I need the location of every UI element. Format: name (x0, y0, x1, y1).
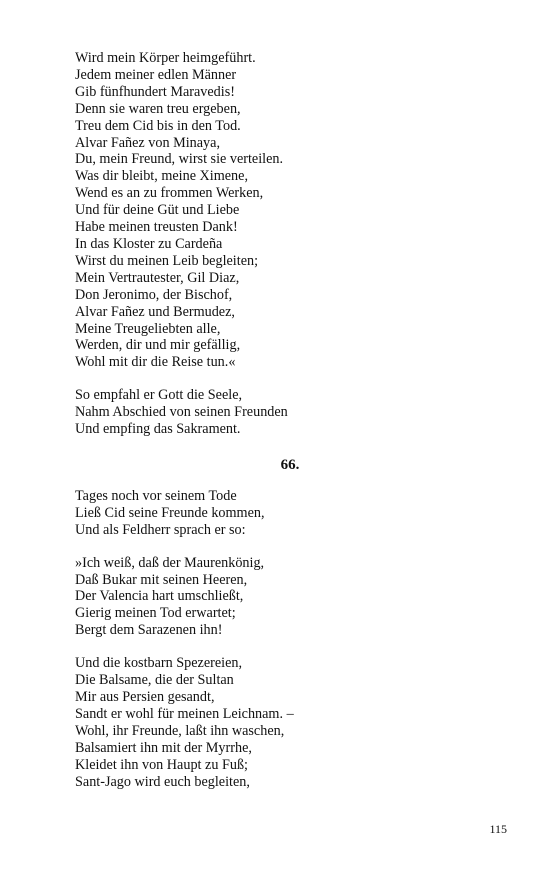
verse-line: Meine Treugeliebten alle, (75, 320, 221, 337)
verse-line: Denn sie waren treu ergeben, (75, 100, 241, 117)
page-number: 115 (489, 822, 507, 836)
stanza (75, 555, 505, 640)
verse-line: Was dir bleibt, meine Ximene, (75, 168, 248, 185)
verse-line: Du, mein Freund, wirst sie verteilen. (75, 151, 284, 168)
verse-line: Kleidet ihn von Haupt zu Fuß; (75, 756, 248, 773)
verse-line: Wohl mit dir die Reise tun.« (75, 354, 236, 371)
verse-line: Der Valencia hart umschließt, (75, 588, 244, 605)
section-heading: 66. (280, 456, 300, 473)
stanza (75, 387, 505, 438)
verse-line: Jedem meiner edlen Männer (75, 66, 237, 83)
verse-line: Gierig meinen Tod erwartet; (75, 605, 236, 622)
verse-line: Gib fünfhundert Maravedis! (75, 83, 235, 100)
verse-line: Habe meinen treusten Dank! (75, 219, 238, 236)
verse-line: Balsamiert ihn mit der Myrrhe, (75, 739, 252, 756)
verse-line: Treu dem Cid bis in den Tod. (75, 117, 241, 134)
verse-line: Sandt er wohl für meinen Leichnam. – (75, 705, 294, 722)
verse-line: Nahm Abschied von seinen Freunden (75, 404, 288, 421)
poem-text (75, 50, 505, 806)
verse-line: Sant-Jago wird euch begleiten, (75, 773, 250, 790)
verse-line: Bergt dem Sarazenen ihn! (75, 622, 223, 639)
stanza (75, 50, 505, 371)
verse-line: Und die kostbarn Spezereien, (75, 655, 243, 672)
verse-line: Wohl, ihr Freunde, laßt ihn waschen, (75, 722, 285, 739)
verse-line: Und empfing das Sakrament. (75, 421, 241, 438)
stanza (75, 488, 505, 539)
verse-line: Ließ Cid seine Freunde kommen, (75, 504, 265, 521)
verse-line: Wird mein Körper heimgeführt. (75, 50, 256, 66)
verse-line: Tages noch vor seinem Tode (75, 487, 237, 504)
verse-line: Die Balsame, die der Sultan (75, 672, 234, 689)
verse-line: So empfahl er Gott die Seele, (75, 387, 243, 404)
verse-line: Mein Vertrautester, Gil Diaz, (75, 269, 240, 286)
verse-line: In das Kloster zu Cardeña (75, 235, 223, 252)
verse-line: Mir aus Persien gesandt, (75, 689, 215, 705)
verse-line: Wirst du meinen Leib begleiten; (75, 252, 259, 269)
verse-line: Werden, dir und mir gefällig, (75, 337, 241, 354)
verse-line: Alvar Fañez von Minaya, (75, 134, 220, 151)
verse-line: Und für deine Güt und Liebe (75, 202, 240, 219)
verse-line: Alvar Fañez und Bermudez, (75, 303, 235, 320)
verse-line: Und als Feldherr sprach er so: (75, 521, 246, 538)
verse-line: »Ich weiß, daß der Maurenkönig, (75, 554, 265, 571)
verse-line: Daß Bukar mit seinen Heeren, (75, 571, 248, 588)
verse-line: Don Jeronimo, der Bischof, (75, 286, 233, 303)
verse-line: Wend es an zu frommen Werken, (75, 185, 264, 202)
stanza (75, 655, 505, 790)
